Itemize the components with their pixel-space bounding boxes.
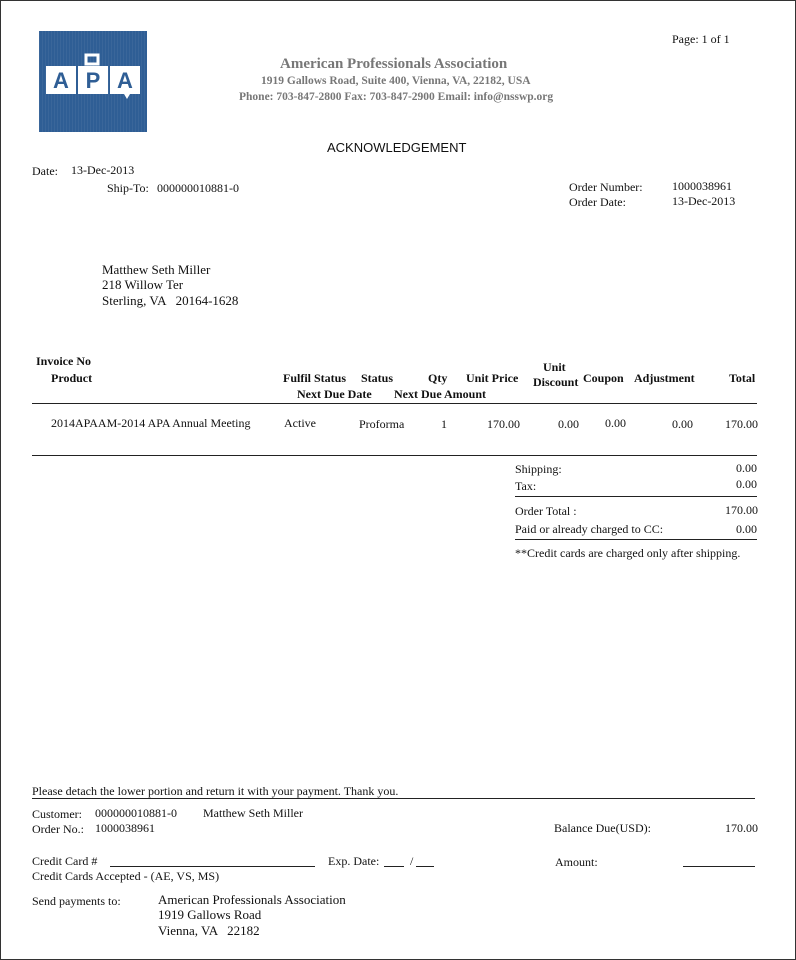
- col-coupon: Coupon: [583, 371, 624, 385]
- row-coupon: 0.00: [605, 416, 626, 430]
- exp-separator: /: [410, 854, 414, 868]
- order-total-value: 170.00: [725, 503, 758, 517]
- document-title: ACKNOWLEDGEMENT: [327, 140, 467, 155]
- customer-id: 000000010881-0: [95, 806, 177, 820]
- summary-rule-2: [515, 539, 757, 540]
- ship-to-value: 000000010881-0: [157, 181, 239, 195]
- credit-card-field[interactable]: [110, 866, 315, 867]
- send-name: American Professionals Association: [158, 892, 346, 907]
- svg-text:P: P: [85, 68, 101, 93]
- summary-rule-1: [515, 496, 757, 497]
- remit-rule: [32, 798, 755, 799]
- col-invoice-no: Invoice No: [36, 354, 91, 368]
- org-contact: Phone: 703-847-2800 Fax: 703-847-2900 Email: info@nsswp.org: [239, 91, 554, 103]
- page-number: [672, 32, 730, 47]
- org-name: American Professionals Association: [280, 56, 508, 72]
- col-adjustment: Adjustment: [634, 371, 695, 385]
- date-value: 13-Dec-2013: [71, 163, 135, 177]
- send-payments-label: Send payments to:: [32, 894, 121, 908]
- briefcase-logo-icon: [39, 31, 147, 132]
- row-product: 2014APAAM-2014 APA Annual Meeting: [51, 416, 251, 430]
- exp-year-field[interactable]: [416, 866, 434, 867]
- tax-label: Tax:: [515, 479, 537, 493]
- row-qty: 1: [441, 417, 447, 431]
- col-next-due-amount: Next Due Amount: [394, 387, 486, 401]
- send-street: 1919 Gallows Road: [158, 907, 262, 922]
- svg-text:A: A: [53, 68, 69, 93]
- row-fulfil-status: Active: [284, 416, 316, 430]
- page-value: 1 of 1: [701, 32, 730, 46]
- credit-card-label: Credit Card #: [32, 854, 98, 868]
- table-header-rule: [32, 403, 757, 404]
- order-date-label: Order Date:: [569, 195, 626, 209]
- balance-due-label: Balance Due(USD):: [554, 821, 651, 835]
- col-total: Total: [729, 371, 756, 385]
- customer-name: Matthew Seth Miller: [203, 806, 303, 820]
- svg-text:A: A: [117, 68, 133, 93]
- customer-label: Customer:: [32, 807, 82, 821]
- order-date-value: 13-Dec-2013: [672, 194, 736, 208]
- address-street: 218 Willow Ter: [102, 277, 184, 292]
- row-unit-price: 170.00: [487, 417, 520, 431]
- send-city: Vienna, VA 22182: [158, 923, 260, 938]
- order-total-label: Order Total :: [515, 504, 577, 518]
- row-adjustment: 0.00: [672, 417, 693, 431]
- order-no-value: 1000038961: [95, 821, 155, 835]
- cards-accepted: Credit Cards Accepted - (AE, VS, MS): [32, 869, 220, 883]
- col-unit-discount-line1: Unit: [543, 360, 566, 374]
- col-unit-discount-line2: Discount: [533, 375, 579, 389]
- amount-label: Amount:: [555, 855, 598, 869]
- col-fulfil-status: Fulfil Status: [283, 371, 347, 385]
- org-address: 1919 Gallows Road, Suite 400, Vienna, VA, 22182, USA: [261, 75, 531, 87]
- row-status: Proforma: [359, 417, 405, 431]
- shipping-label: Shipping:: [515, 462, 562, 476]
- paid-label: Paid or already charged to CC:: [515, 522, 664, 536]
- col-next-due-date: Next Due Date: [297, 387, 372, 401]
- address-city: Sterling, VA 20164-1628: [102, 293, 239, 308]
- apa-logo: [39, 31, 147, 132]
- detach-note: Please detach the lower portion and return it with your payment. Thank you.: [32, 784, 399, 798]
- cc-note: **Credit cards are charged only after shipping.: [515, 546, 741, 560]
- exp-date-label: Exp. Date:: [328, 854, 380, 868]
- paid-value: 0.00: [736, 522, 757, 536]
- order-number-value: 1000038961: [672, 179, 732, 193]
- col-status: Status: [361, 371, 394, 385]
- table-bottom-rule: [32, 455, 757, 456]
- col-unit-price: Unit Price: [466, 371, 519, 385]
- amount-field[interactable]: [683, 866, 755, 867]
- row-total: 170.00: [725, 417, 758, 431]
- order-number-label: Order Number:: [569, 180, 643, 194]
- col-product: Product: [51, 371, 93, 385]
- ship-to-label: Ship-To:: [107, 181, 149, 195]
- date-label: Date:: [32, 164, 58, 178]
- row-unit-discount: 0.00: [558, 417, 579, 431]
- page-label: Page:: [672, 32, 699, 46]
- order-no-label: Order No.:: [32, 822, 84, 836]
- exp-month-field[interactable]: [384, 866, 404, 867]
- tax-value: 0.00: [736, 477, 757, 491]
- address-name: Matthew Seth Miller: [102, 262, 211, 277]
- shipping-value: 0.00: [736, 461, 757, 475]
- col-qty: Qty: [428, 371, 448, 385]
- balance-due-value: 170.00: [725, 821, 758, 835]
